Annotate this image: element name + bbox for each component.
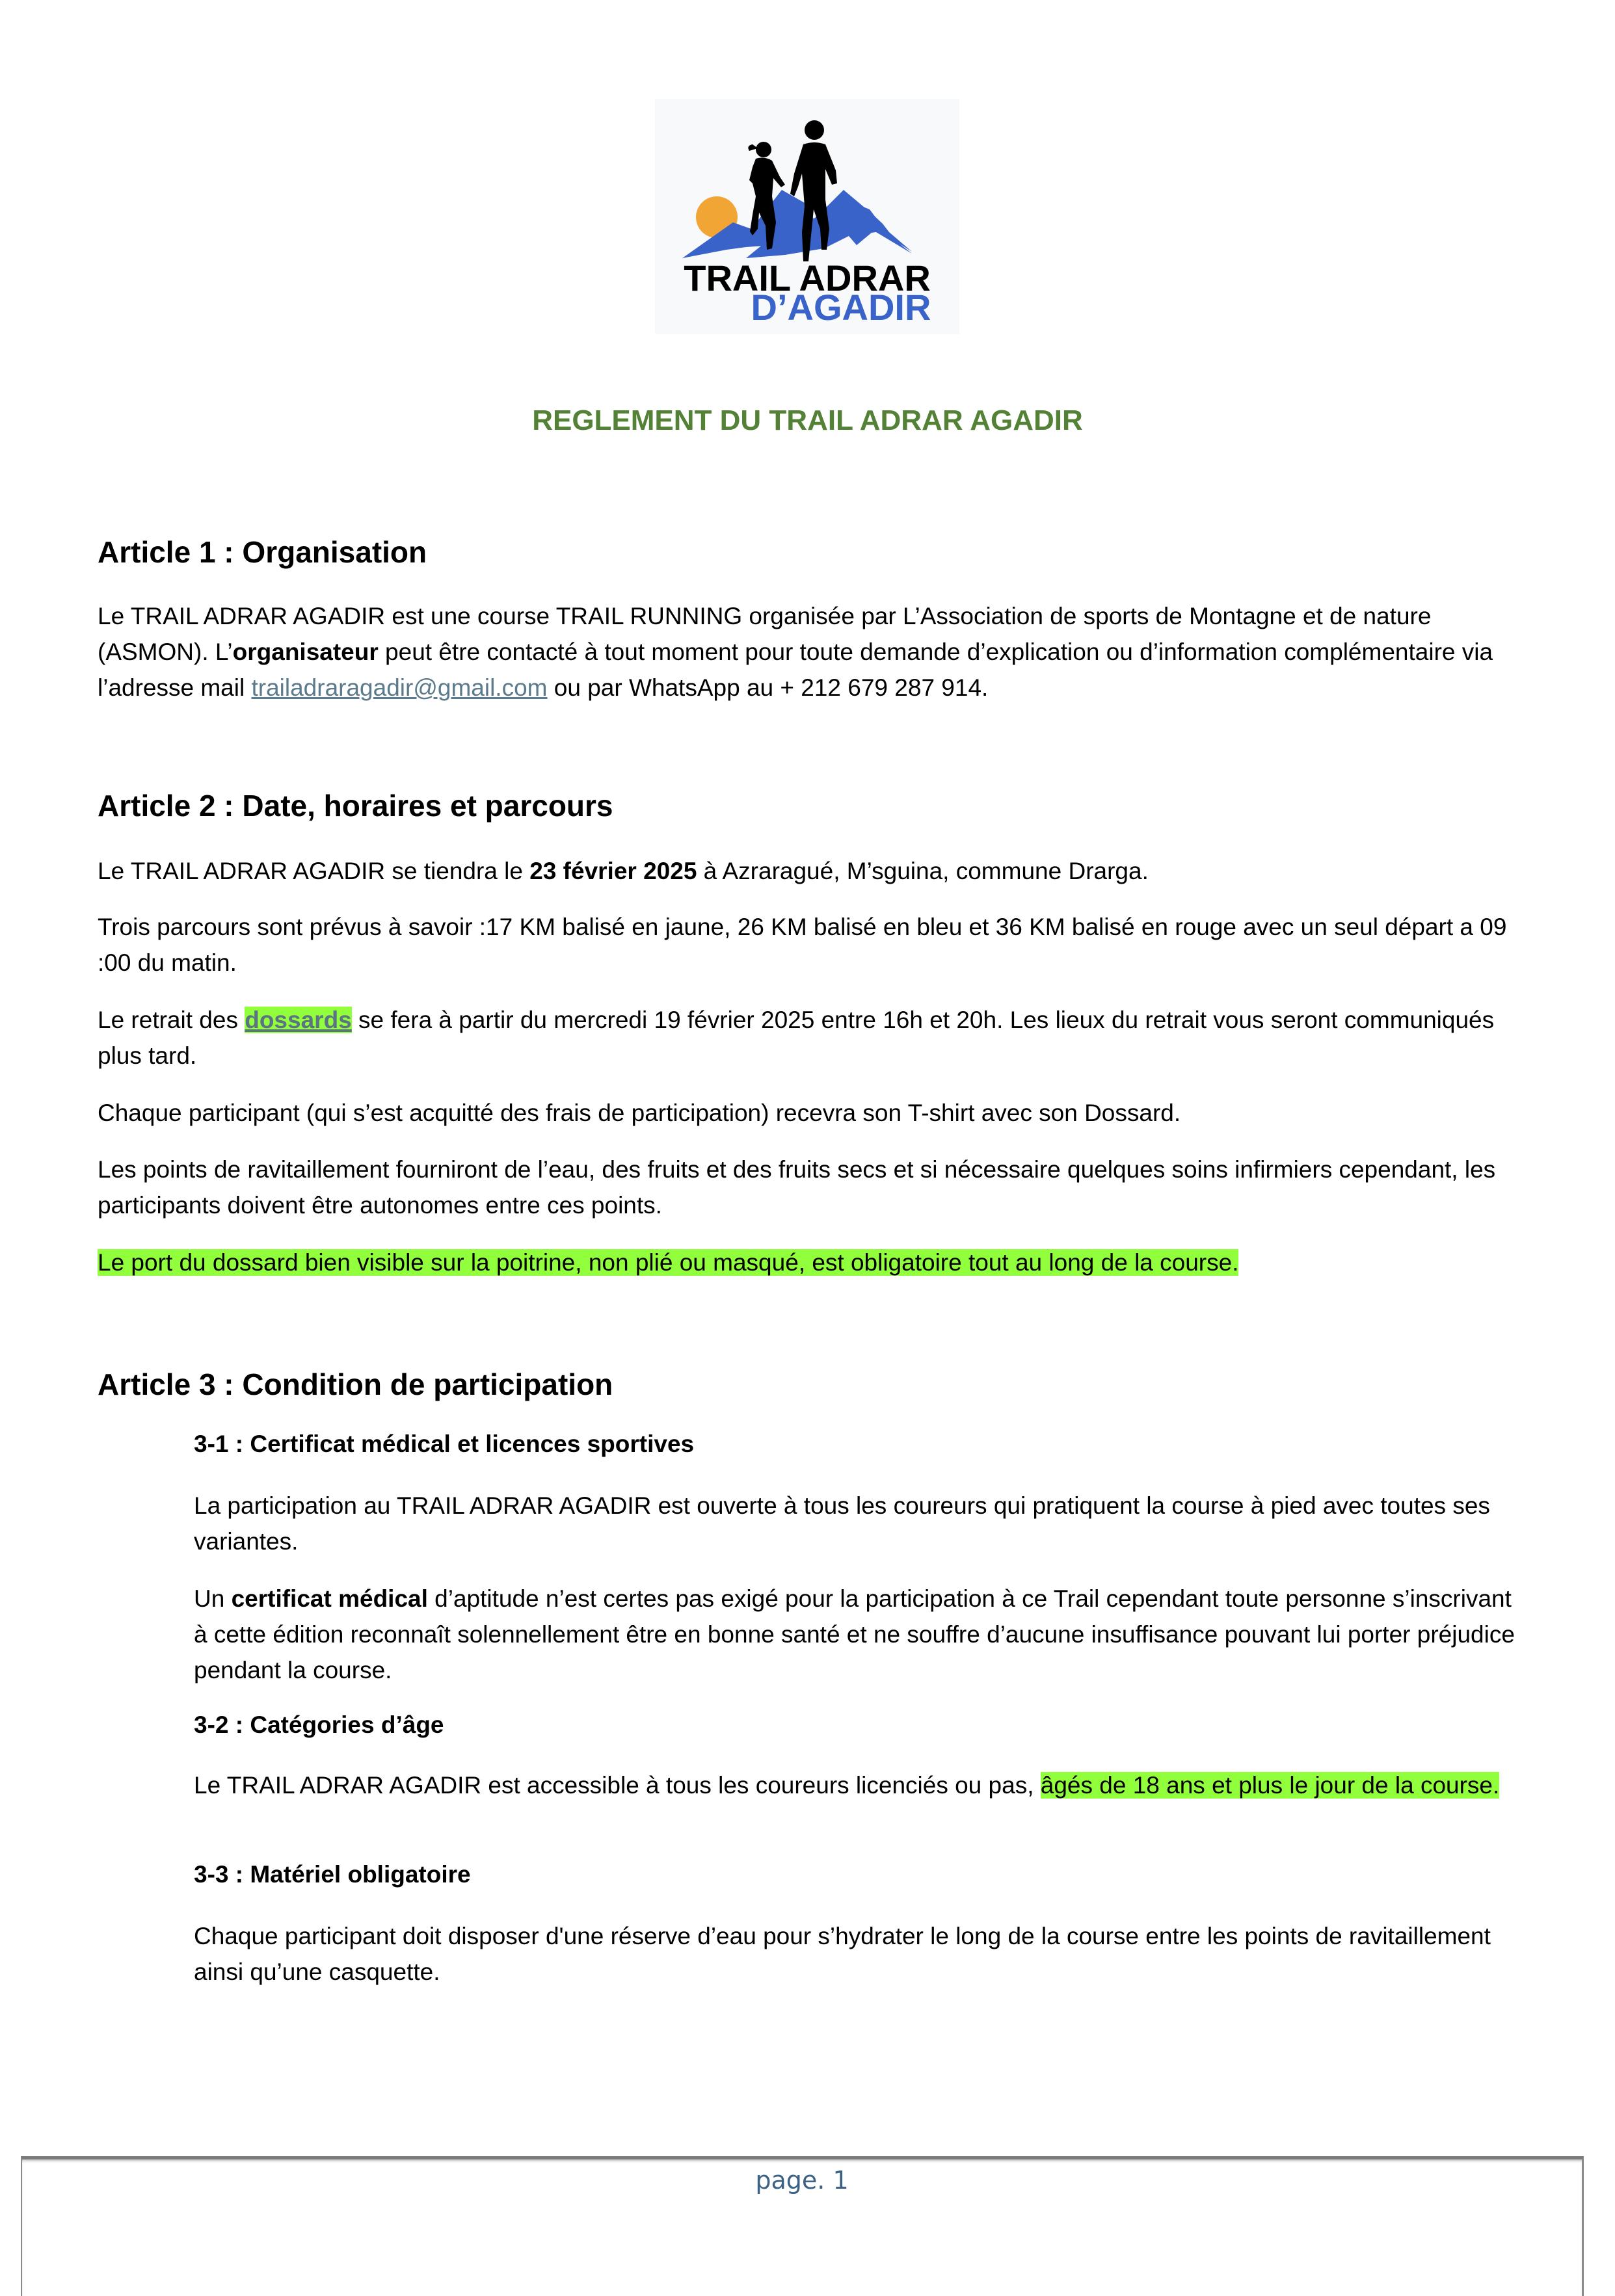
section-3-3-heading: 3-3 : Matériel obligatoire bbox=[194, 1861, 471, 1888]
text-span: Le retrait des bbox=[98, 1007, 245, 1033]
section-3-1-paragraph-2 bbox=[194, 1581, 1522, 1688]
runners-mountain-icon bbox=[655, 99, 959, 334]
logo-line2: D’AGADIR bbox=[751, 287, 931, 328]
section-3-1-paragraph-1: La participation au TRAIL ADRAR AGADIR est ouverte à tous les coureurs qui pratiquent la course à pied avec toutes ses variantes. bbox=[194, 1492, 1490, 1555]
text-span: ou par WhatsApp au + 212 679 287 914. bbox=[547, 674, 989, 701]
bold-certificat: certificat médical bbox=[231, 1585, 428, 1612]
text-span: Le TRAIL ADRAR AGADIR se tiendra le bbox=[98, 858, 530, 884]
section-3-3-paragraph: Chaque participant doit disposer d'une réserve d’eau pour s’hydrater le long de la course entre les points de ravitaillement ainsi qu’une casquette. bbox=[194, 1923, 1491, 1985]
bold-organisateur: organisateur bbox=[232, 639, 379, 665]
highlighted-rule: Le port du dossard bien visible sur la poitrine, non plié ou masqué, est obligatoire tout au long de la course. bbox=[98, 1249, 1239, 1276]
text-span: à Azraragué, M’sguina, commune Drarga. bbox=[697, 858, 1149, 884]
bold-date: 23 février 2025 bbox=[529, 858, 697, 884]
page-number: page. 1 bbox=[755, 2166, 849, 2195]
article-1-heading: Article 1 : Organisation bbox=[98, 535, 427, 569]
article-2-date-paragraph bbox=[98, 853, 1522, 889]
section-3-1-heading: 3-1 : Certificat médical et licences sportives bbox=[194, 1431, 695, 1457]
article-1-paragraph bbox=[98, 598, 1522, 706]
logo-line1: TRAIL ADRAR bbox=[684, 257, 931, 298]
article-2-retrait-paragraph bbox=[98, 1002, 1522, 1074]
text-span: d’aptitude n’est certes pas exigé pour la participation à ce Trail cependant toute personne s’inscrivant à cette édition reconnaît solennellement être en bonne santé et ne souffre d’aucune insuffisance pouvant lui porter préjudice pendant la course. bbox=[194, 1585, 1515, 1683]
article-3-heading: Article 3 : Condition de participation bbox=[98, 1367, 613, 1401]
dossards-link[interactable]: dossards bbox=[245, 1007, 352, 1033]
trail-adrar-logo bbox=[655, 99, 959, 334]
email-link[interactable]: trailadraragadir@gmail.com bbox=[251, 674, 548, 701]
page-footer bbox=[21, 2156, 1584, 2296]
document-title: REGLEMENT DU TRAIL ADRAR AGADIR bbox=[532, 404, 1083, 436]
article-2-parcours-paragraph: Trois parcours sont prévus à savoir :17 KM balisé en jaune, 26 KM balisé en bleu et 36 KM balisé en rouge avec un seul départ a 09 :00 du matin. bbox=[98, 914, 1507, 976]
article-2-dossard-rule bbox=[98, 1245, 1522, 1280]
article-2-heading: Article 2 : Date, horaires et parcours bbox=[98, 789, 613, 823]
text-span: Le TRAIL ADRAR AGADIR est une course TRAIL RUNNING organisée par L’Association de sports de Montagne et de nature (ASMON). L’ bbox=[98, 603, 1432, 665]
article-2-ravitaillement-paragraph: Les points de ravitaillement fourniront de l’eau, des fruits et des fruits secs et si nécessaire quelques soins infirmiers cependant, les participants doivent être autonomes entre ces points. bbox=[98, 1156, 1496, 1219]
section-3-2-heading: 3-2 : Catégories d’âge bbox=[194, 1711, 444, 1738]
text-span: peut être contacté à tout moment pour toute demande d’explication ou d’information complémentaire via l’adresse mail bbox=[98, 639, 1493, 701]
section-3-2-paragraph bbox=[194, 1767, 1522, 1803]
text-span: Un bbox=[194, 1585, 232, 1612]
article-2-tshirt-paragraph: Chaque participant (qui s’est acquitté des frais de participation) recevra son T-shirt avec son Dossard. bbox=[98, 1100, 1181, 1126]
text-span: se fera à partir du mercredi 19 février 2025 entre 16h et 20h. Les lieux du retrait vous seront communiqués plus tard. bbox=[98, 1007, 1495, 1069]
highlighted-age-rule: âgés de 18 ans et plus le jour de la course. bbox=[1040, 1772, 1500, 1799]
text-span: Le TRAIL ADRAR AGADIR est accessible à tous les coureurs licenciés ou pas, bbox=[194, 1772, 1041, 1799]
